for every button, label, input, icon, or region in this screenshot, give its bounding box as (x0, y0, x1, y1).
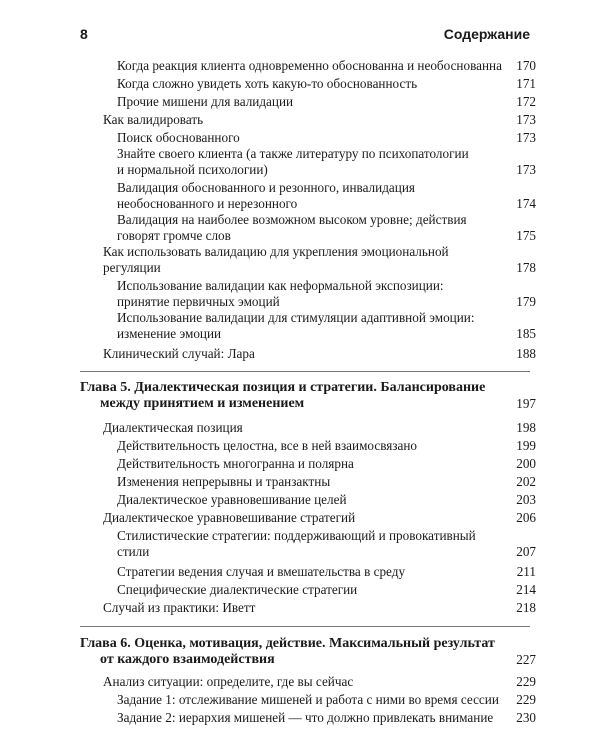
toc-entry[interactable] (103, 346, 255, 362)
toc-entry-title: Диалектическая позиция (103, 420, 243, 435)
toc-entry[interactable] (103, 112, 203, 128)
toc-entry[interactable] (117, 438, 417, 454)
toc-entry-page: 173 (516, 162, 536, 177)
toc-entry-title: Специфические диалектические стратегии (117, 582, 358, 597)
toc-entry-page: 185 (516, 326, 536, 341)
toc-entry-title: Действительность многогранна и полярна (117, 456, 354, 471)
toc-chapter-page: 227 (516, 652, 536, 667)
toc-entry-title: Когда сложно увидеть хоть какую-то обоснованность (117, 76, 418, 91)
toc-entry-page: 229 (516, 692, 536, 707)
toc-entry-title: Диалектическое уравновешивание стратегий (103, 510, 356, 525)
toc-entry-title: Задание 2: иерархия мишеней — что должно привлекать внимание (117, 710, 494, 725)
toc-entry-title-continuation: принятие первичных эмоций (117, 294, 280, 309)
running-title: Содержание (443, 26, 530, 42)
toc-entry-page: 214 (516, 582, 536, 597)
toc-entry-page: 173 (516, 112, 536, 127)
toc-entry[interactable] (117, 180, 415, 212)
toc-entry[interactable] (117, 58, 502, 74)
toc-entry-page: 173 (516, 130, 536, 145)
toc-entry-page: 188 (516, 346, 536, 361)
toc-entry[interactable] (117, 710, 493, 726)
toc-entry[interactable] (117, 474, 330, 490)
toc-entry-title: Стилистические стратегии: поддерживающий и провокативный (117, 528, 476, 543)
toc-entry-page: 175 (516, 228, 536, 243)
toc-entry-title: Задание 1: отслеживание мишеней и работа с ними во время сессии (117, 692, 499, 707)
toc-entry-page: 211 (516, 564, 536, 579)
toc-chapter-title: Глава 5. Диалектическая позиция и стратегии. Балансирование (80, 380, 486, 395)
toc-entry[interactable] (117, 582, 357, 598)
toc-chapter-title-continuation: между принятием и изменением (100, 396, 305, 411)
toc-entry-title: Изменения непрерывны и транзактны (117, 474, 331, 489)
toc-entry[interactable] (103, 674, 353, 690)
toc-entry-title-continuation: говорят громче слов (117, 228, 231, 243)
toc-entry-title: Клинический случай: Лара (103, 346, 255, 361)
toc-entry-page: 172 (516, 94, 536, 109)
toc-entry-title: Стратегии ведения случая и вмешательства в среду (117, 564, 406, 579)
toc-entry-page: 179 (516, 294, 536, 309)
toc-entry-page: 171 (516, 76, 536, 91)
toc-entry[interactable] (117, 76, 417, 92)
toc-entry[interactable] (103, 420, 243, 436)
section-divider (80, 626, 530, 627)
toc-entry-title-continuation: изменение эмоции (117, 326, 222, 341)
toc-entry-title-continuation: необоснованного и нерезонного (117, 196, 298, 211)
toc-entry-page: 218 (516, 600, 536, 615)
toc-entry-title-continuation: стили (117, 544, 150, 559)
toc-entry-title: Использование валидации как неформальной экспозиции: (117, 278, 444, 293)
toc-entry-title: Как использовать валидацию для укрепления эмоциональной (103, 244, 449, 259)
toc-entry-title: Случай из практики: Иветт (103, 600, 256, 615)
toc-entry[interactable] (117, 130, 240, 146)
toc-entry[interactable] (117, 528, 476, 560)
toc-entry-page: 178 (516, 260, 536, 275)
toc-entry-page: 199 (516, 438, 536, 453)
toc-entry[interactable] (117, 146, 469, 178)
toc-entry-page: 206 (516, 510, 536, 525)
toc-entry[interactable] (103, 510, 355, 526)
toc-entry-title: Валидация на наиболее возможном высоком уровне; действия (117, 212, 467, 227)
toc-entry[interactable] (103, 600, 255, 616)
toc-entry-page: 170 (516, 58, 536, 73)
toc-entry-page: 198 (516, 420, 536, 435)
toc-entry[interactable] (117, 692, 499, 708)
toc-entry[interactable] (117, 456, 354, 472)
section-divider (80, 371, 530, 372)
toc-entry-page: 200 (516, 456, 536, 471)
toc-entry-page: 202 (516, 474, 536, 489)
toc-entry[interactable] (103, 244, 449, 276)
toc-entry-page: 229 (516, 674, 536, 689)
toc-entry-title: Анализ ситуации: определите, где вы сейчас (103, 674, 354, 689)
toc-entry[interactable] (117, 564, 405, 580)
toc-entry-title: Поиск обоснованного (117, 130, 240, 145)
toc-chapter-title: Глава 6. Оценка, мотивация, действие. Максимальный результат (80, 636, 495, 651)
toc-entry-page: 174 (516, 196, 536, 211)
toc-chapter-title-continuation: от каждого взаимодействия (100, 652, 275, 667)
toc-entry-title: Как валидировать (103, 112, 204, 127)
page-number: 8 (80, 26, 88, 42)
toc-entry[interactable] (117, 94, 293, 110)
toc-chapter-entry[interactable] (80, 380, 485, 412)
toc-entry-title: Когда реакция клиента одновременно обоснованна и необоснованна (117, 58, 502, 73)
toc-entry[interactable] (117, 278, 444, 310)
toc-entry-title: Диалектическое уравновешивание целей (117, 492, 347, 507)
toc-entry[interactable] (117, 212, 467, 244)
toc-chapter-entry[interactable] (80, 636, 495, 668)
toc-entry-page: 203 (516, 492, 536, 507)
toc-entry-title-continuation: регуляции (103, 260, 161, 275)
toc-chapter-page: 197 (516, 396, 536, 411)
toc-entry-title-continuation: и нормальной психологии) (117, 162, 268, 177)
toc-entry-title: Знайте своего клиента (а также литературу по психопатологии (117, 146, 469, 161)
toc-entry[interactable] (117, 310, 475, 342)
page-header (0, 26, 600, 46)
toc-entry-page: 207 (516, 544, 536, 559)
toc-entry-title: Валидация обоснованного и резонного, инвалидация (117, 180, 415, 195)
toc-entry-title: Действительность целостна, все в ней взаимосвязано (117, 438, 418, 453)
toc-entry-title: Прочие мишени для валидации (117, 94, 294, 109)
toc-entry-page: 230 (516, 710, 536, 725)
toc-entry-title: Использование валидации для стимуляции адаптивной эмоции: (117, 310, 475, 325)
toc-entry[interactable] (117, 492, 347, 508)
